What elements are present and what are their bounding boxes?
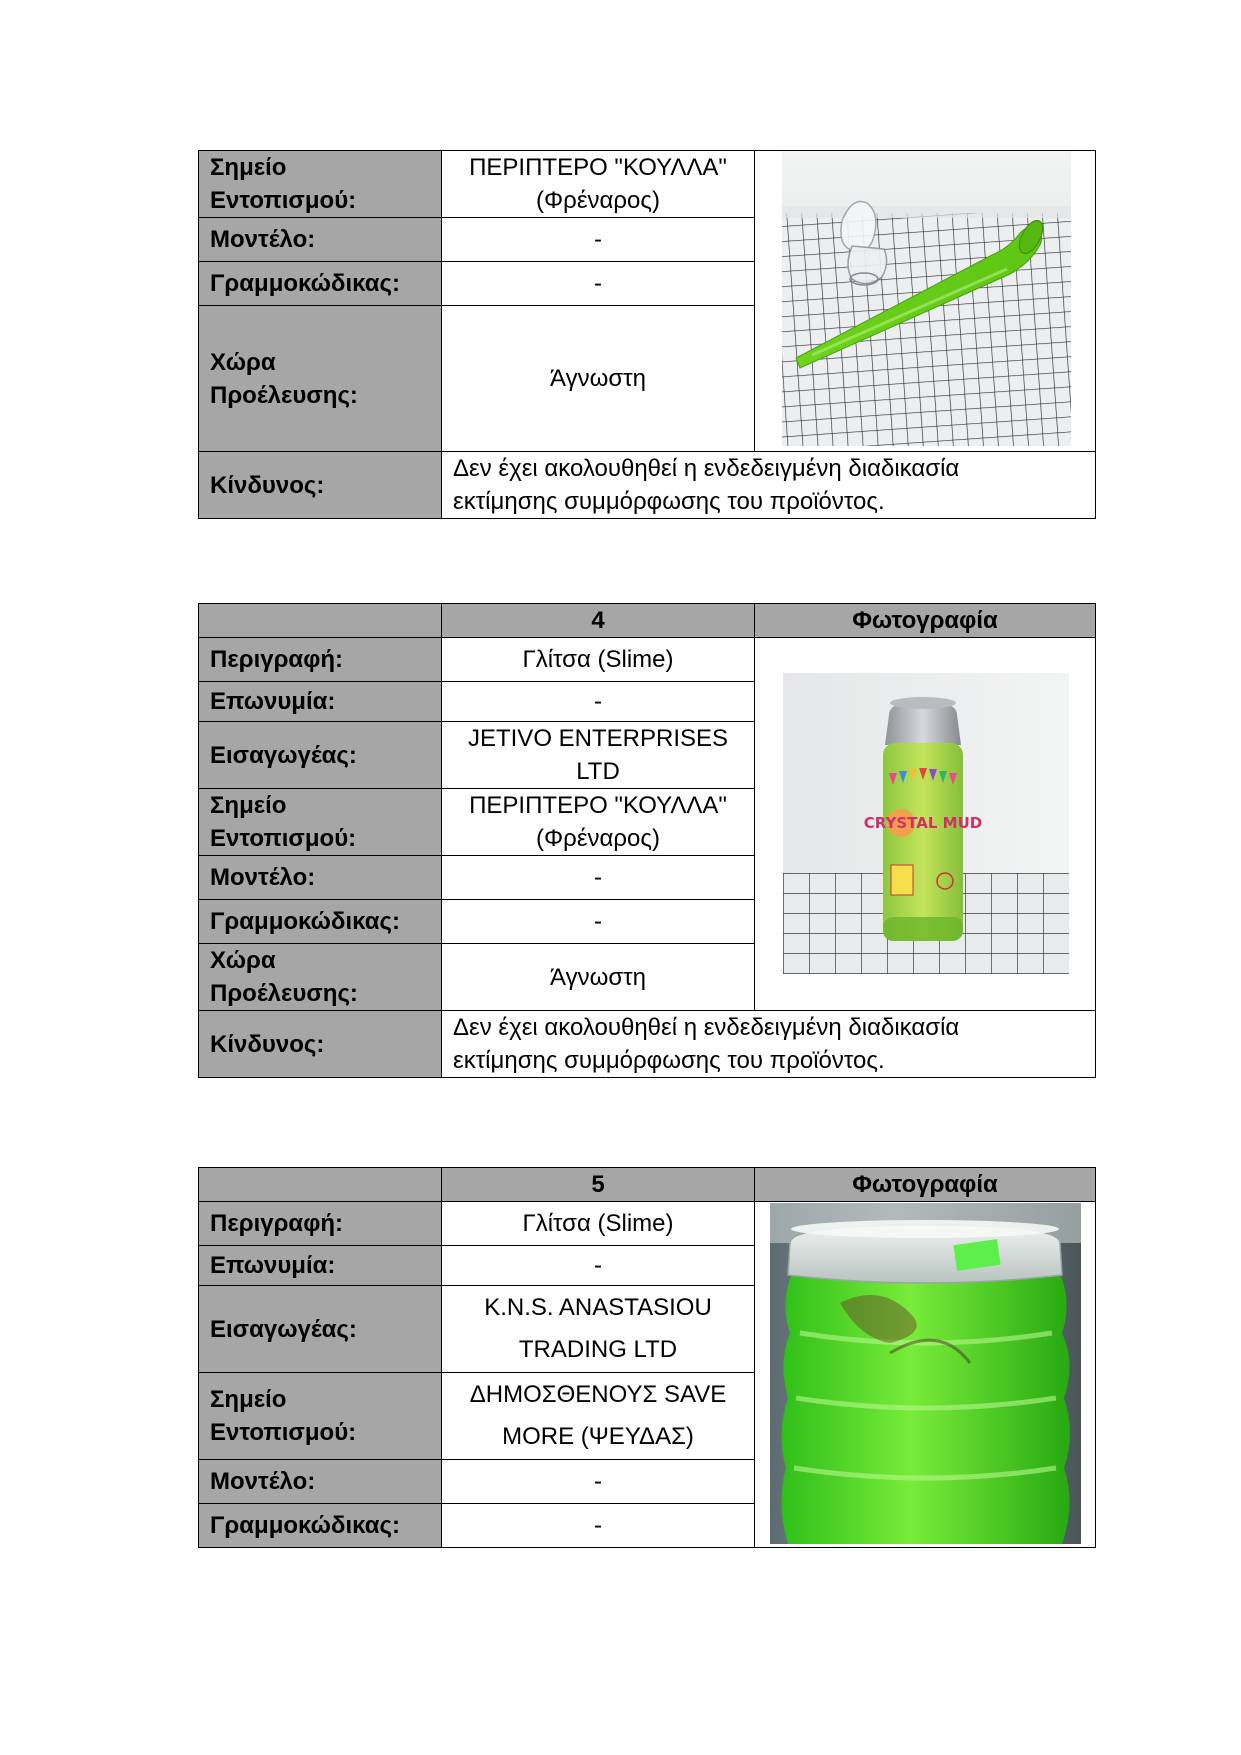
header-empty-cell bbox=[199, 604, 442, 638]
origin-label: Χώρα Προέλευσης: bbox=[199, 944, 442, 1011]
product-5-photo-cell bbox=[755, 1202, 1096, 1548]
risk-value: Δεν έχει ακολουθηθεί η ενδεδειγμένη διαδικασία εκτίμησης συμμόρφωσης του προϊόντος. bbox=[442, 1011, 1096, 1078]
importer-value: K.N.S. ANASTASIOU TRADING LTD bbox=[442, 1286, 755, 1373]
importer-label: Εισαγωγέας: bbox=[199, 1286, 442, 1373]
origin-value: Άγνωστη bbox=[442, 306, 755, 452]
barcode-value: - bbox=[442, 900, 755, 944]
model-value: - bbox=[442, 1460, 755, 1504]
model-label: Μοντέλο: bbox=[199, 218, 442, 262]
brand-value: - bbox=[442, 682, 755, 722]
origin-value: Άγνωστη bbox=[442, 944, 755, 1011]
description-value: Γλίτσα (Slime) bbox=[442, 1202, 755, 1246]
product-3-photo-cell bbox=[755, 151, 1096, 452]
slime-can-photo bbox=[783, 673, 1069, 974]
origin-label: Χώρα Προέλευσης: bbox=[199, 306, 442, 452]
description-label: Περιγραφή: bbox=[199, 638, 442, 682]
description-value: Γλίτσα (Slime) bbox=[442, 638, 755, 682]
model-value: - bbox=[442, 218, 755, 262]
location-label: Σημείο Εντοπισμού: bbox=[199, 151, 442, 218]
barcode-value: - bbox=[442, 1504, 755, 1548]
can-label-text: CRYSTAL MUD bbox=[863, 814, 983, 832]
product-4-photo-cell bbox=[755, 638, 1096, 1011]
barcode-label: Γραμμοκώδικας: bbox=[199, 262, 442, 306]
location-value: ΠΕΡΙΠΤΕΡΟ "ΚΟΥΛΛΑ" (Φρέναρος) bbox=[442, 789, 755, 856]
product-number: 4 bbox=[442, 604, 755, 638]
location-label: Σημείο Εντοπισμού: bbox=[199, 789, 442, 856]
product-3-table bbox=[198, 150, 1096, 519]
risk-label: Κίνδυνος: bbox=[199, 1011, 442, 1078]
product-4-table bbox=[198, 603, 1096, 1078]
photo-header: Φωτογραφία bbox=[755, 1168, 1096, 1202]
importer-value: JETIVO ENTERPRISES LTD bbox=[442, 722, 755, 789]
barcode-value: - bbox=[442, 262, 755, 306]
location-value: ΠΕΡΙΠΤΕΡΟ "ΚΟΥΛΛΑ" (Φρέναρος) bbox=[442, 151, 755, 218]
location-label: Σημείο Εντοπισμού: bbox=[199, 1373, 442, 1460]
model-label: Μοντέλο: bbox=[199, 1460, 442, 1504]
photo-header: Φωτογραφία bbox=[755, 604, 1096, 638]
product-number: 5 bbox=[442, 1168, 755, 1202]
brand-label: Επωνυμία: bbox=[199, 682, 442, 722]
model-value: - bbox=[442, 856, 755, 900]
header-empty-cell bbox=[199, 1168, 442, 1202]
barcode-label: Γραμμοκώδικας: bbox=[199, 900, 442, 944]
barcode-label: Γραμμοκώδικας: bbox=[199, 1504, 442, 1548]
risk-label: Κίνδυνος: bbox=[199, 452, 442, 519]
slime-jar-photo bbox=[770, 1203, 1081, 1544]
brand-value: - bbox=[442, 1246, 755, 1286]
vuvuzela-photo bbox=[782, 151, 1071, 446]
description-label: Περιγραφή: bbox=[199, 1202, 442, 1246]
location-value: ΔΗΜΟΣΘΕΝΟΥΣ SAVE MORE (ΨΕΥΔΑΣ) bbox=[442, 1373, 755, 1460]
product-5-table bbox=[198, 1167, 1096, 1548]
risk-value: Δεν έχει ακολουθηθεί η ενδεδειγμένη διαδικασία εκτίμησης συμμόρφωσης του προϊόντος. bbox=[442, 452, 1096, 519]
brand-label: Επωνυμία: bbox=[199, 1246, 442, 1286]
model-label: Μοντέλο: bbox=[199, 856, 442, 900]
importer-label: Εισαγωγέας: bbox=[199, 722, 442, 789]
